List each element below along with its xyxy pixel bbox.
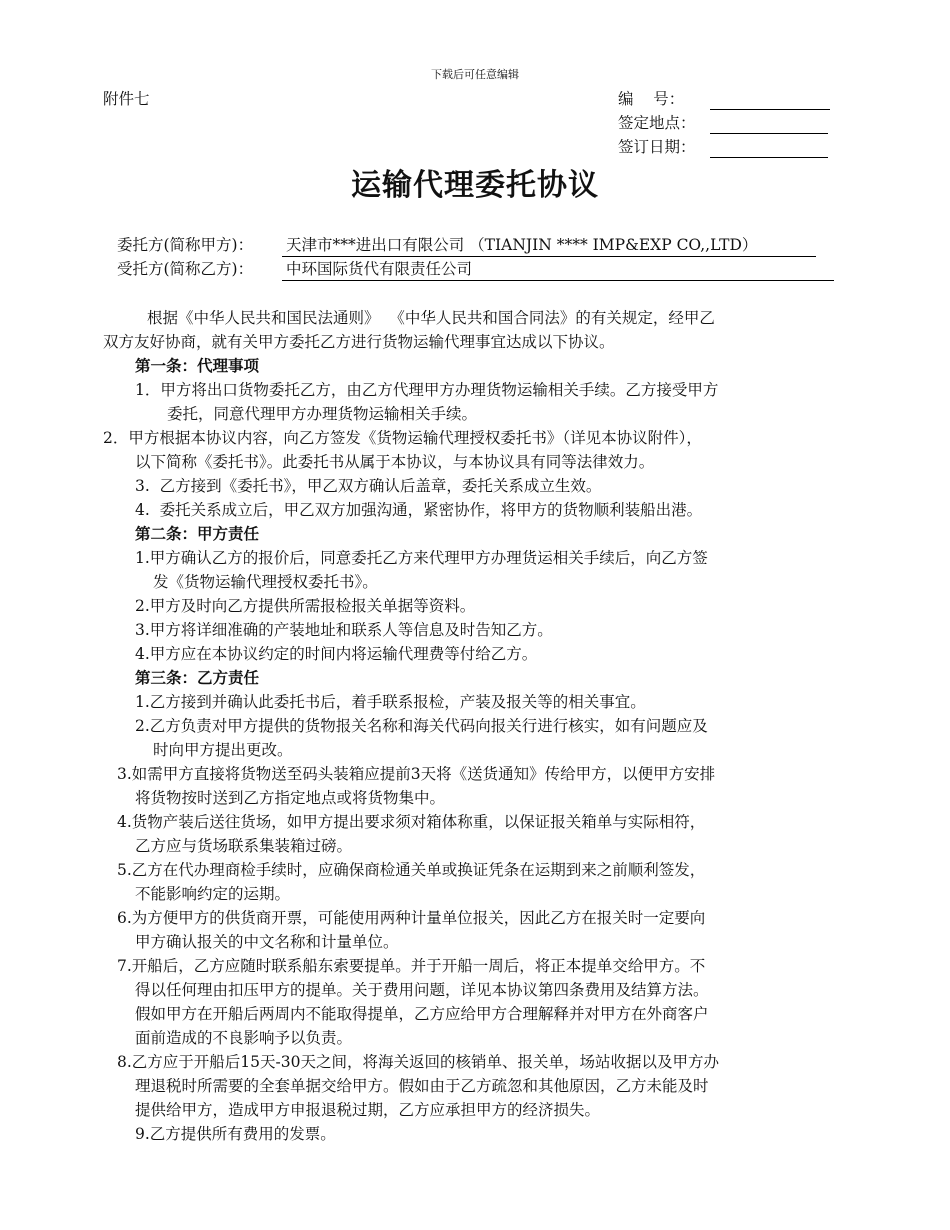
article-3-item-8b: 理退税时所需要的全套单据交给甲方。假如由于乙方疏忽和其他原因，乙方未能及时 [135,1077,709,1095]
article-3-item-4b: 乙方应与货场联系集装箱过磅。 [135,837,353,855]
place-blank [710,117,828,134]
party-a-value: 天津市***进出口有限公司 （TIANJIN **** IMP&EXP CO,,LTD） [282,234,816,257]
date-field [618,136,828,158]
article-1-item-2a: 2．甲方根据本协议内容，向乙方签发《货物运输代理授权委托书》（详见本协议附件）， [103,429,702,447]
article-3-item-7d: 面前造成的不良影响予以负责。 [135,1029,353,1047]
article-2-item-1b: 发《货物运输代理授权委托书》。 [153,573,378,591]
article-2-heading: 第二条：甲方责任 [135,524,260,543]
article-3-item-3a: 3.如需甲方直接将货物送至码头装箱应提前3天将《送货通知》传给甲方，以便甲方安排 [117,765,716,783]
top-note: 下载后可任意编辑 [431,68,519,81]
article-2-item-1a: 1.甲方确认乙方的报价后，同意委托乙方来代理甲方办理货运相关手续后，向乙方签 [135,549,708,567]
article-3-item-8a: 8.乙方应于开船后15天-30天之间，将海关返回的核销单、报关单，场站收据以及甲方办 [117,1053,719,1071]
article-3-item-8c: 提供给甲方，造成甲方申报退税过期，乙方应承担甲方的经济损失。 [135,1101,601,1119]
article-1-item-1b: 委托，同意代理甲方办理货物运输相关手续。 [167,405,478,423]
date-label: 签订日期： [618,138,696,156]
article-3-item-7a: 7.开船后，乙方应随时联系船东索要提单。并于开船一周后，将正本提单交给甲方。不 [117,957,706,975]
intro-line-2: 双方友好协商，就有关甲方委托乙方进行货物运输代理事宜达成以下协议。 [103,333,615,351]
article-2-item-3: 3.甲方将详细准确的产装地址和联系人等信息及时告知乙方。 [135,621,553,639]
party-b-label: 受托方(简称乙方)： [117,260,254,278]
number-label: 编 号： [618,90,685,108]
article-3-item-7b: 得以任何理由扣压甲方的提单。关于费用问题，详见本协议第四条费用及结算方法。 [135,981,709,999]
article-3-item-5b: 不能影响约定的运期。 [135,885,291,903]
article-3-item-6a: 6.为方便甲方的供货商开票，可能使用两种计量单位报关，因此乙方在报关时一定要向 [117,909,706,927]
article-3-item-1: 1.乙方接到并确认此委托书后，着手联系报检，产装及报关等的相关事宜。 [135,693,646,711]
article-3-item-5a: 5.乙方在代办理商检手续时，应确保商检通关单或换证凭条在运期到来之前顺利签发， [117,861,706,879]
article-3-item-6b: 甲方确认报关的中文名称和计量单位。 [135,933,399,951]
article-2-item-4: 4.甲方应在本协议约定的时间内将运输代理费等付给乙方。 [135,645,538,663]
article-3-item-7c: 假如甲方在开船后两周内不能取得提单，乙方应给甲方合理解释并对甲方在外商客户 [135,1005,709,1023]
party-b-value: 中环国际货代有限责任公司 [282,258,834,281]
article-1-heading: 第一条：代理事项 [135,356,260,375]
article-2-item-2: 2.甲方及时向乙方提供所需报检报关单据等资料。 [135,597,476,615]
intro-line-1: 根据《中华人民共和国民法通则》 《中华人民共和国合同法》的有关规定，经甲乙 [147,309,715,327]
article-3-item-4a: 4.货物产装后送往货场，如甲方提出要求须对箱体称重，以保证报关箱单与实际相符， [117,813,706,831]
article-1-item-2b: 以下简称《委托书》。此委托书从属于本协议，与本协议具有同等法律效力。 [135,453,655,471]
article-3-heading: 第三条：乙方责任 [135,668,260,687]
article-1-item-1a: 1．甲方将出口货物委托乙方，由乙方代理甲方办理货物运输相关手续。乙方接受甲方 [135,381,719,399]
document-title: 运输代理委托协议 [351,168,599,203]
article-3-item-2b: 时向甲方提出更改。 [153,741,293,759]
article-3-item-2a: 2.乙方负责对甲方提供的货物报关名称和海关代码向报关行进行核实，如有问题应及 [135,717,708,735]
date-blank [710,141,828,158]
number-blank [710,93,830,110]
article-1-item-4: 4. 委托关系成立后，甲乙双方加强沟通，紧密协作，将甲方的货物顺利装船出港。 [135,501,703,519]
number-field [618,88,830,110]
article-3-item-9: 9.乙方提供所有费用的发票。 [135,1125,336,1143]
article-1-item-3: 3. 乙方接到《委托书》，甲乙双方确认后盖章，委托关系成立生效。 [135,477,602,495]
party-a-label: 委托方(简称甲方)： [117,236,254,254]
attachment-label: 附件七 [103,90,150,108]
article-3-item-3b: 将货物按时送到乙方指定地点或将货物集中。 [135,789,446,807]
place-label: 签定地点： [618,114,696,132]
place-field [618,112,828,134]
